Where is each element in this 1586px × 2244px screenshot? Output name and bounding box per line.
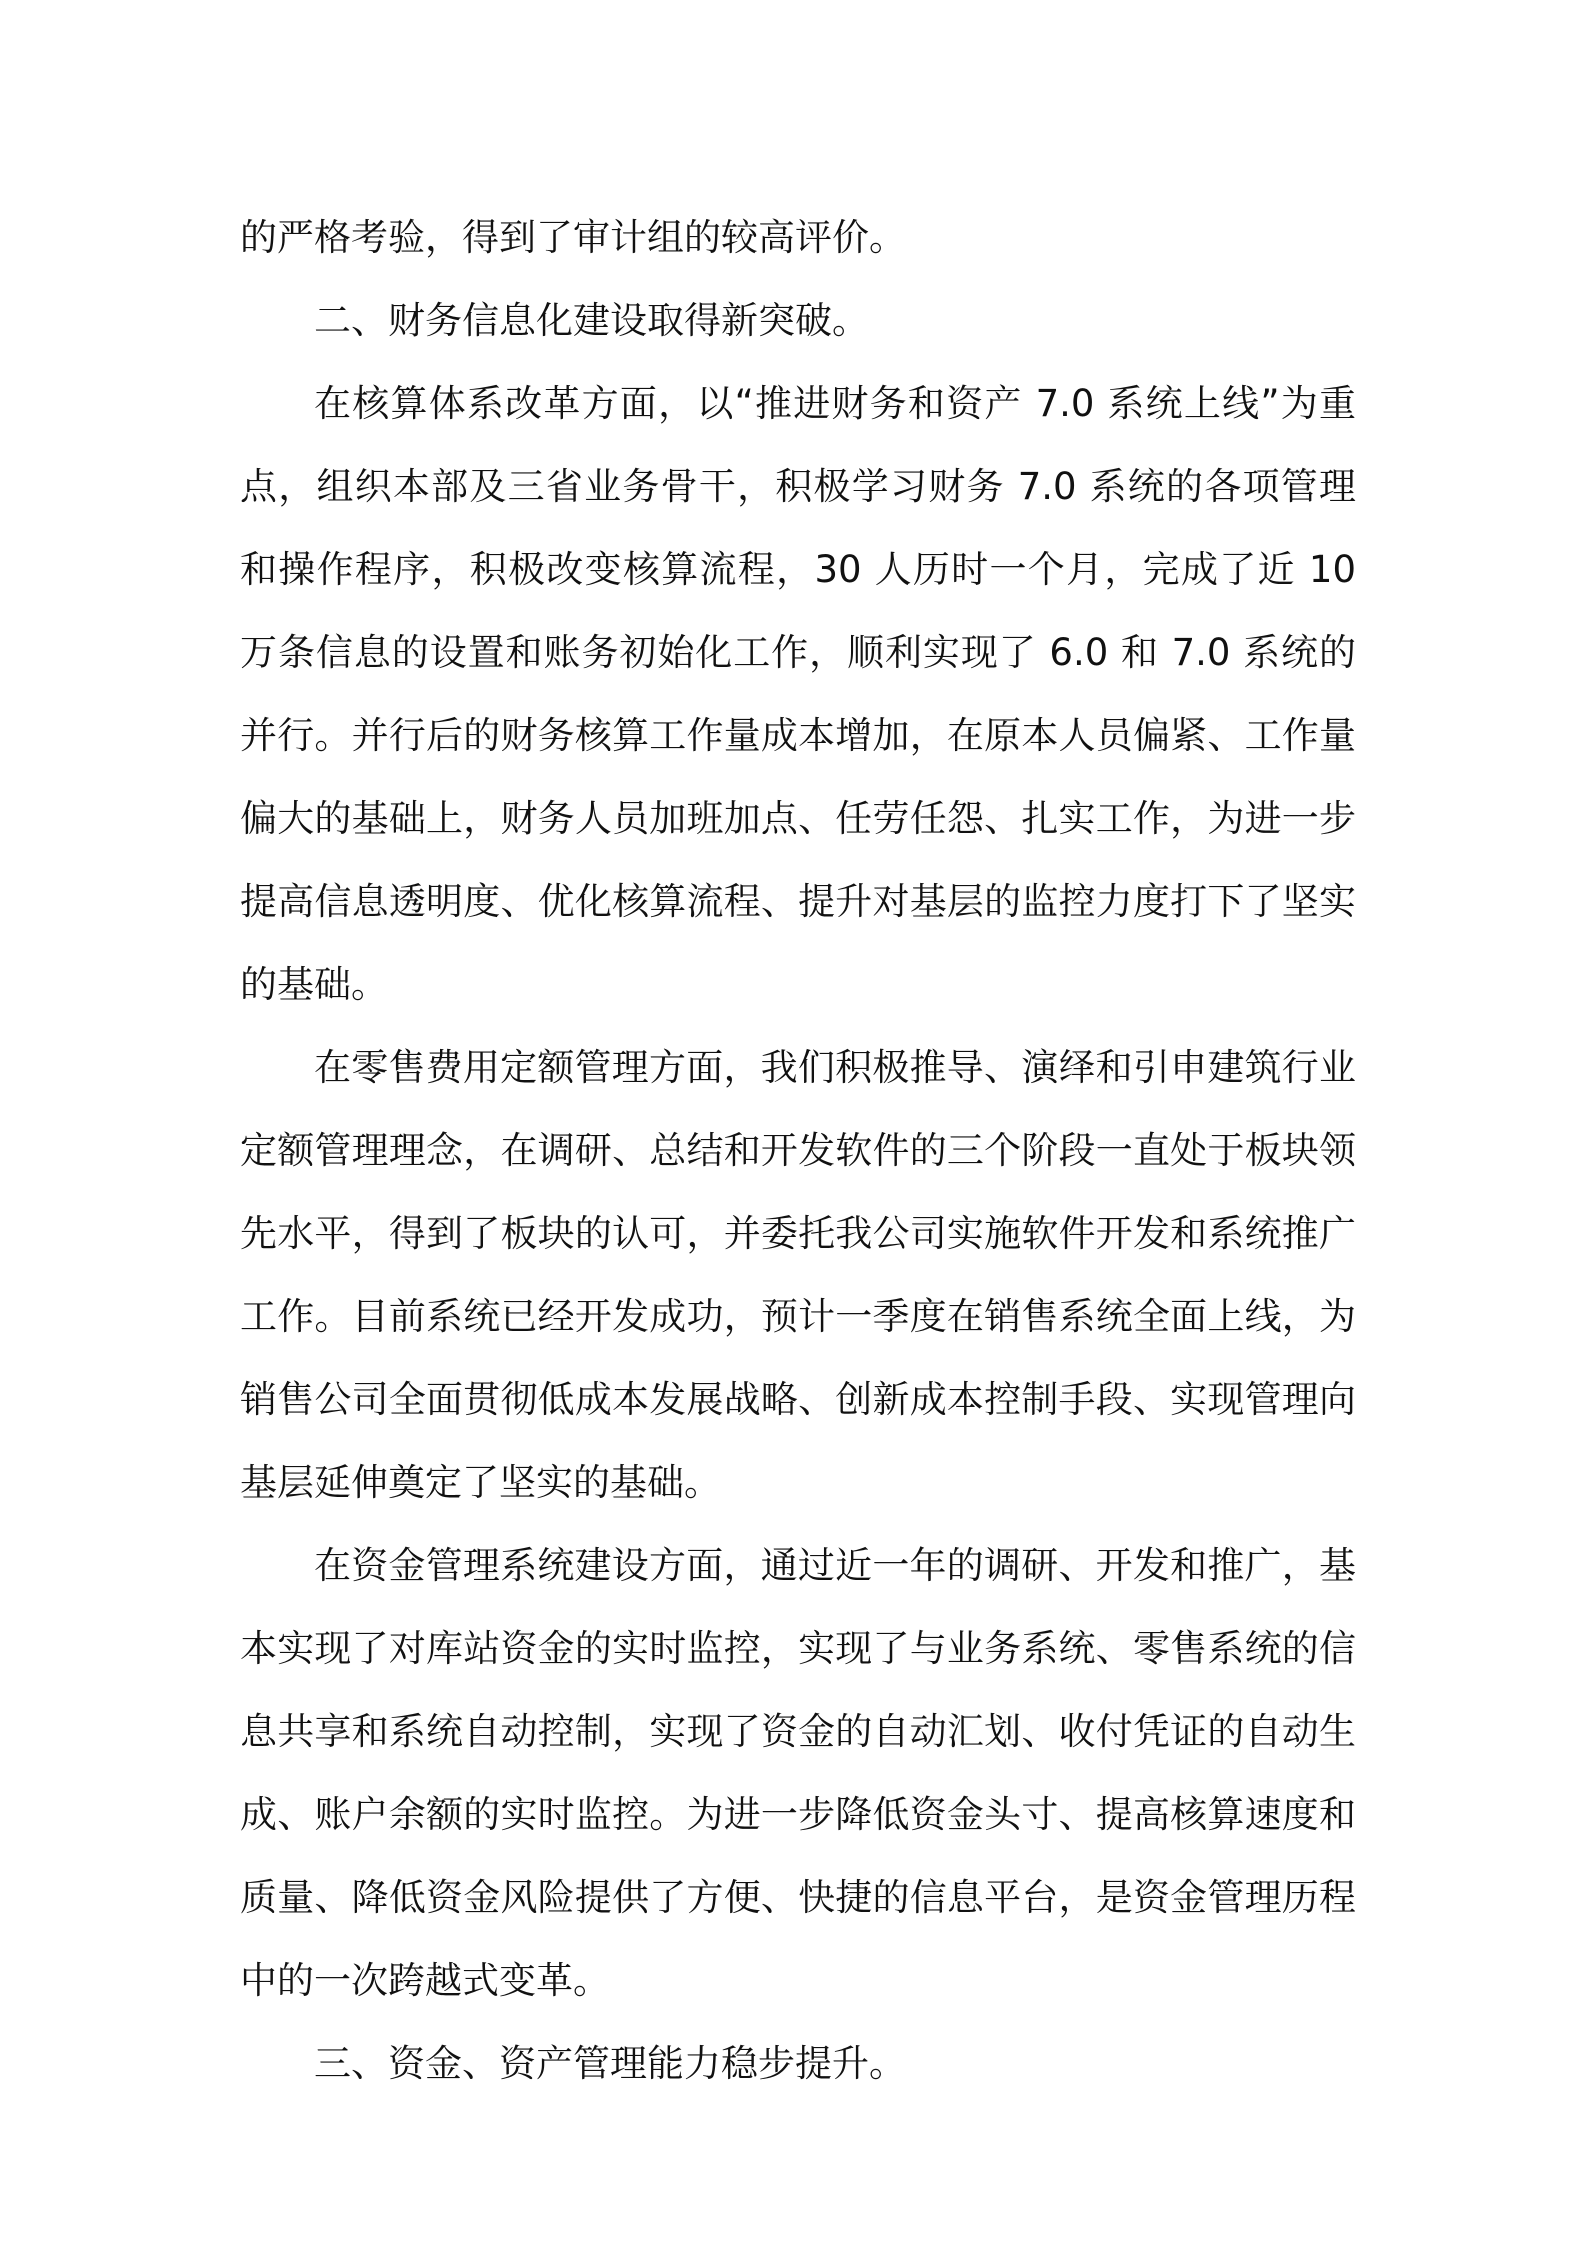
paragraph-accounting-reform: 在核算体系改革方面，以“推进财务和资产 7.0 系统上线”为重点，组织本部及三省业务骨干，积极学习财务 7.0 系统的各项管理和操作程序，积极改变核算流程，30 人历时一个月，完成了近 10 万条信息的设置和账务初始化工作，顺利实现了 6.0 和 7.0 系统的并行。并行后的财务核算工作量成本增加，在原本人员偏紧、工作量偏大的基础上，财务人员加班加点、任劳任怨、扎实工作，为进一步提高信息透明度、优化核算流程、提升对基层的监控力度打下了坚实的基础。 bbox=[240, 382, 1356, 1006]
paragraph-continuation: 的严格考验，得到了审计组的较高评价。 bbox=[240, 216, 906, 259]
section-heading-2: 二、财务信息化建设取得新突破。 bbox=[314, 299, 869, 342]
section-heading-3: 三、资金、资产管理能力稳步提升。 bbox=[314, 2042, 906, 2085]
document-body bbox=[240, 196, 1356, 2105]
paragraph-retail-quota: 在零售费用定额管理方面，我们积极推导、演绎和引申建筑行业定额管理理念，在调研、总结和开发软件的三个阶段一直处于板块领先水平，得到了板块的认可，并委托我公司实施软件开发和系统推广工作。目前系统已经开发成功，预计一季度在销售系统全面上线，为销售公司全面贯彻低成本发展战略、创新成本控制手段、实现管理向基层延伸奠定了坚实的基础。 bbox=[240, 1046, 1356, 1504]
paragraph-fund-management: 在资金管理系统建设方面，通过近一年的调研、开发和推广，基本实现了对库站资金的实时监控，实现了与业务系统、零售系统的信息共享和系统自动控制，实现了资金的自动汇划、收付凭证的自动生成、账户余额的实时监控。为进一步降低资金头寸、提高核算速度和质量、降低资金风险提供了方便、快捷的信息平台，是资金管理历程中的一次跨越式变革。 bbox=[240, 1544, 1356, 2002]
